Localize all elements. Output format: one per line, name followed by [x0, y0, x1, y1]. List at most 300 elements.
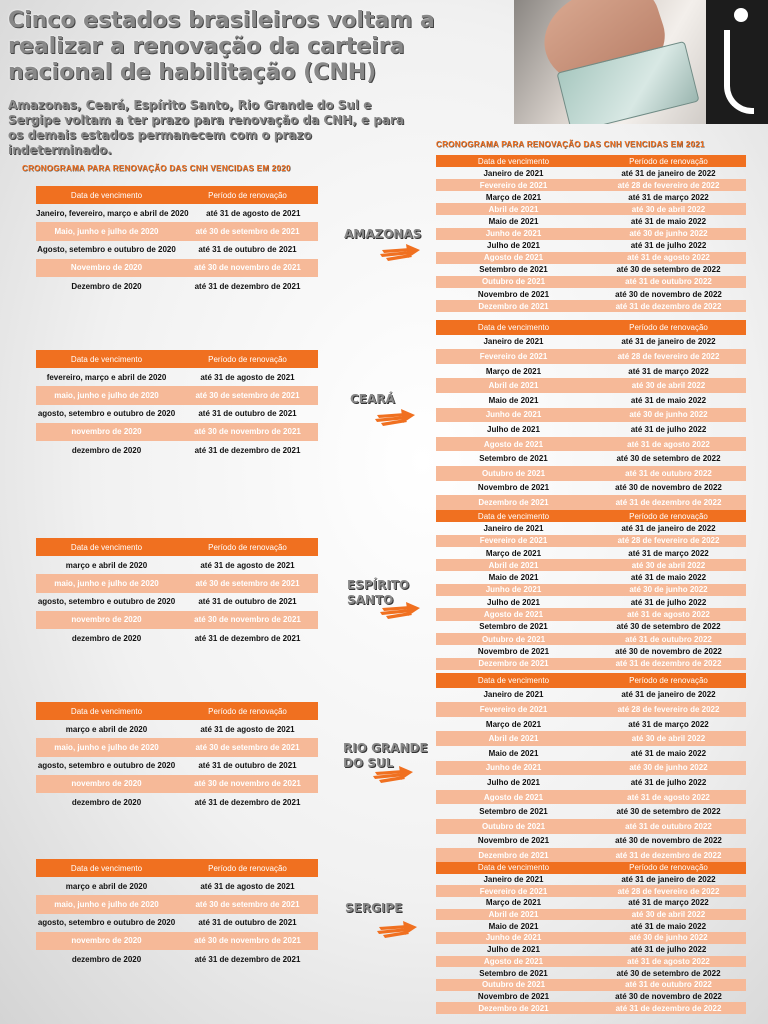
due-date-cell: Junho de 2021 — [485, 410, 542, 420]
due-date-cell: Dezembro de 2020 — [71, 281, 142, 291]
due-date-cell: Agosto de 2021 — [483, 956, 544, 966]
table-row — [436, 422, 746, 437]
renewal-period-cell: até 31 de outubro 2022 — [625, 634, 712, 644]
table-row — [36, 775, 318, 793]
table-row — [36, 277, 318, 295]
renewal-period-cell: até 28 de fevereiro de 2022 — [617, 704, 720, 714]
table-row — [436, 848, 746, 863]
renewal-period-cell: até 31 de março 2022 — [628, 898, 709, 908]
renewal-period-cell: até 30 de novembro de 2022 — [615, 836, 722, 846]
table-row — [436, 408, 746, 423]
table-2021-amazonas — [436, 155, 746, 312]
table-2020-ceara — [36, 350, 318, 459]
due-date-cell: Novembro de 2021 — [477, 646, 550, 656]
renewal-period-cell: até 28 de fevereiro de 2022 — [617, 180, 720, 190]
table-2020-amazonas — [36, 186, 318, 295]
due-date-cell: Maio, junho e julho de 2020 — [54, 226, 159, 236]
renewal-period-cell: até 30 de novembro de 2021 — [194, 263, 301, 273]
renewal-period-cell: até 30 de abril 2022 — [631, 381, 706, 391]
table-row — [36, 405, 318, 423]
due-date-cell: março e abril de 2020 — [65, 724, 148, 734]
table-row — [436, 364, 746, 379]
due-date-cell: Fevereiro de 2021 — [479, 536, 548, 546]
table-row — [36, 738, 318, 756]
renewal-period-header: Período de renovação — [208, 190, 287, 200]
due-date-cell: Fevereiro de 2021 — [479, 704, 548, 714]
renewal-period-cell: até 30 de setembro de 2022 — [616, 968, 721, 978]
renewal-period-header: Período de renovação — [629, 156, 708, 166]
renewal-period-cell: até 30 de setembro de 2021 — [195, 390, 300, 400]
due-date-cell: Outubro de 2021 — [481, 980, 546, 990]
due-date-cell: Dezembro de 2021 — [478, 1003, 549, 1013]
table-row — [36, 895, 318, 913]
due-date-cell: Novembro de 2021 — [477, 289, 550, 299]
renewal-period-cell: até 30 de junho 2022 — [629, 585, 708, 595]
renewal-period-cell: até 31 de dezembro de 2022 — [615, 659, 722, 669]
due-date-cell: fevereiro, março e abril de 2020 — [46, 372, 167, 382]
due-date-header: Data de vencimento — [477, 156, 550, 166]
table-row — [436, 349, 746, 364]
table-row — [436, 203, 746, 215]
due-date-header: Data de vencimento — [70, 863, 143, 873]
table-2021-espirito-santo — [436, 510, 746, 670]
due-date-cell: Abril de 2021 — [488, 204, 539, 214]
due-date-cell: Janeiro, fevereiro, março e abril de 2020 — [36, 208, 189, 218]
due-date-cell: maio, junho e julho de 2020 — [54, 742, 159, 752]
renewal-period-cell: até 31 de maio 2022 — [630, 395, 707, 405]
due-date-header: Data de vencimento — [477, 511, 550, 521]
table-row — [36, 204, 318, 222]
table-row — [36, 877, 318, 895]
table-row — [436, 761, 746, 776]
renewal-period-cell: até 31 de outubro de 2021 — [198, 597, 297, 607]
table-row — [436, 276, 746, 288]
due-date-cell: Agosto de 2021 — [483, 792, 544, 802]
renewal-period-cell: até 31 de dezembro de 2021 — [194, 954, 301, 964]
due-date-cell: dezembro de 2020 — [71, 954, 142, 964]
renewal-period-cell: até 31 de outubro 2022 — [625, 277, 712, 287]
state-label-amazonas: AMAZONAS — [344, 227, 422, 241]
table-row — [436, 819, 746, 834]
table-row — [436, 215, 746, 227]
due-date-cell: maio, junho e julho de 2020 — [54, 578, 159, 588]
renewal-period-cell: até 28 de fevereiro de 2022 — [617, 886, 720, 896]
page-title: Cinco estados brasileiros voltam a realizar a renovação da carteira nacional de habilitação (CNH) — [8, 8, 435, 85]
renewal-period-cell: até 31 de agosto de 2021 — [200, 881, 295, 891]
renewal-period-cell: até 31 de março 2022 — [628, 366, 709, 376]
renewal-period-cell: até 30 de abril 2022 — [631, 560, 706, 570]
due-date-cell: Abril de 2021 — [488, 734, 539, 744]
table-row — [436, 264, 746, 276]
table-header — [436, 862, 746, 874]
due-date-cell: Agosto, setembro e outubro de 2020 — [37, 245, 176, 255]
table-row — [436, 393, 746, 408]
renewal-period-cell: até 30 de novembro de 2022 — [615, 483, 722, 493]
renewal-period-cell: até 30 de setembro de 2022 — [616, 265, 721, 275]
renewal-period-cell: até 31 de julho 2022 — [630, 424, 707, 434]
table-header — [36, 186, 318, 204]
renewal-period-cell: até 31 de outubro 2022 — [625, 821, 712, 831]
renewal-period-cell: até 31 de agosto 2022 — [627, 253, 710, 263]
table-row — [436, 967, 746, 979]
table-row — [436, 378, 746, 393]
table-row — [36, 386, 318, 404]
table-row — [436, 608, 746, 620]
table-header — [36, 702, 318, 720]
renewal-period-cell: até 31 de maio 2022 — [630, 748, 707, 758]
table-row — [436, 466, 746, 481]
due-date-cell: Março de 2021 — [485, 192, 542, 202]
renewal-period-cell: até 31 de outubro 2022 — [625, 980, 712, 990]
table-row — [436, 944, 746, 956]
table-row — [436, 979, 746, 991]
table-row — [436, 658, 746, 670]
renewal-period-cell: até 30 de junho 2022 — [629, 933, 708, 943]
due-date-cell: Fevereiro de 2021 — [479, 886, 548, 896]
table-row — [436, 920, 746, 932]
due-date-cell: Maio de 2021 — [488, 573, 539, 583]
state-label-sergipe: SERGIPE — [345, 901, 403, 915]
renewal-period-cell: até 30 de abril 2022 — [631, 204, 706, 214]
renewal-period-cell: até 30 de novembro de 2022 — [615, 991, 722, 1001]
table-header — [36, 350, 318, 368]
table-row — [436, 179, 746, 191]
due-date-cell: novembro de 2020 — [71, 427, 142, 437]
renewal-period-cell: até 31 de dezembro de 2022 — [615, 497, 722, 507]
table-row — [436, 746, 746, 761]
table-row — [436, 559, 746, 571]
table-row — [36, 611, 318, 629]
renewal-period-cell: até 30 de abril 2022 — [631, 910, 706, 920]
table-row — [436, 300, 746, 312]
due-date-cell: agosto, setembro e outubro de 2020 — [37, 918, 176, 928]
table-row — [436, 481, 746, 496]
table-row — [436, 909, 746, 921]
table-row — [436, 584, 746, 596]
table-row — [436, 621, 746, 633]
due-date-header: Data de vencimento — [70, 190, 143, 200]
due-date-header: Data de vencimento — [70, 706, 143, 716]
due-date-cell: Janeiro de 2021 — [483, 875, 544, 885]
table-2021-rio-grande-do-sul — [436, 673, 746, 863]
table-row — [36, 629, 318, 647]
renewal-period-cell: até 30 de setembro de 2022 — [616, 622, 721, 632]
renewal-period-cell: até 31 de julho 2022 — [630, 777, 707, 787]
table-header — [436, 673, 746, 688]
table-row — [436, 731, 746, 746]
arrow-icon — [380, 240, 420, 262]
table-row — [436, 633, 746, 645]
table-row — [436, 228, 746, 240]
due-date-cell: Novembro de 2021 — [477, 483, 550, 493]
renewal-period-cell: até 31 de dezembro de 2022 — [615, 1003, 722, 1013]
due-date-cell: Janeiro de 2021 — [483, 690, 544, 700]
renewal-period-header: Período de renovação — [629, 322, 708, 332]
due-date-header: Data de vencimento — [477, 675, 550, 685]
arrow-icon — [375, 405, 415, 427]
renewal-period-cell: até 31 de dezembro de 2021 — [194, 281, 301, 291]
due-date-cell: Janeiro de 2021 — [483, 337, 544, 347]
table-row — [436, 596, 746, 608]
table-row — [436, 790, 746, 805]
renewal-period-cell: até 30 de novembro de 2021 — [194, 427, 301, 437]
due-date-cell: novembro de 2020 — [71, 779, 142, 789]
table-row — [36, 593, 318, 611]
due-date-cell: março e abril de 2020 — [65, 881, 148, 891]
renewal-period-cell: até 31 de agosto de 2021 — [200, 724, 295, 734]
arrow-icon — [373, 762, 413, 784]
table-row — [436, 191, 746, 203]
table-row — [436, 451, 746, 466]
table-row — [36, 574, 318, 592]
due-date-cell: dezembro de 2020 — [71, 633, 142, 643]
renewal-period-cell: até 31 de agosto de 2021 — [200, 372, 295, 382]
due-date-cell: Julho de 2021 — [487, 241, 540, 251]
renewal-period-cell: até 31 de outubro 2022 — [625, 468, 712, 478]
section-title-2021: CRONOGRAMA PARA RENOVAÇÃO DAS CNH VENCIDAS EM 2021 — [436, 140, 705, 149]
due-date-cell: agosto, setembro e outubro de 2020 — [37, 409, 176, 419]
table-row — [36, 423, 318, 441]
due-date-cell: agosto, setembro e outubro de 2020 — [37, 597, 176, 607]
renewal-period-cell: até 30 de novembro de 2022 — [615, 289, 722, 299]
due-date-cell: dezembro de 2020 — [71, 797, 142, 807]
table-row — [436, 437, 746, 452]
table-row — [436, 240, 746, 252]
due-date-cell: Abril de 2021 — [488, 381, 539, 391]
due-date-cell: Fevereiro de 2021 — [479, 351, 548, 361]
renewal-period-cell: até 31 de agosto 2022 — [627, 439, 710, 449]
due-date-cell: Dezembro de 2021 — [478, 301, 549, 311]
renewal-period-cell: até 31 de dezembro de 2022 — [615, 301, 722, 311]
table-row — [436, 956, 746, 968]
renewal-period-cell: até 31 de julho 2022 — [630, 597, 707, 607]
due-date-cell: Março de 2021 — [485, 548, 542, 558]
due-date-cell: maio, junho e julho de 2020 — [54, 899, 159, 909]
due-date-cell: Julho de 2021 — [487, 945, 540, 955]
table-row — [436, 1002, 746, 1014]
renewal-period-cell: até 31 de maio 2022 — [630, 921, 707, 931]
due-date-cell: Outubro de 2021 — [481, 468, 546, 478]
table-2020-rio-grande-do-sul — [36, 702, 318, 811]
table-row — [36, 793, 318, 811]
due-date-cell: agosto, setembro e outubro de 2020 — [37, 761, 176, 771]
renewal-period-header: Período de renovação — [629, 675, 708, 685]
state-label-espirito-santo: ESPÍRITO SANTO — [347, 578, 410, 607]
due-date-cell: Junho de 2021 — [485, 585, 542, 595]
arrow-icon — [380, 598, 420, 620]
renewal-period-header: Período de renovação — [629, 863, 708, 873]
renewal-period-cell: até 31 de dezembro de 2022 — [615, 850, 722, 860]
table-row — [36, 441, 318, 459]
due-date-cell: Novembro de 2020 — [70, 263, 143, 273]
renewal-period-cell: até 31 de outubro de 2021 — [198, 918, 297, 928]
due-date-cell: Junho de 2021 — [485, 933, 542, 943]
table-row — [36, 259, 318, 277]
due-date-cell: Fevereiro de 2021 — [479, 180, 548, 190]
renewal-period-cell: até 30 de setembro de 2021 — [195, 226, 300, 236]
due-date-cell: Junho de 2021 — [485, 763, 542, 773]
renewal-period-cell: até 31 de dezembro de 2021 — [194, 797, 301, 807]
due-date-cell: Novembro de 2021 — [477, 991, 550, 1001]
due-date-cell: dezembro de 2020 — [71, 445, 142, 455]
table-row — [436, 874, 746, 886]
info-logo — [706, 0, 768, 124]
table-header — [436, 320, 746, 335]
table-header — [36, 859, 318, 877]
due-date-cell: novembro de 2020 — [71, 936, 142, 946]
table-row — [436, 252, 746, 264]
section-title-2020: CRONOGRAMA PARA RENOVAÇÃO DAS CNH VENCIDAS EM 2020 — [22, 164, 291, 173]
due-date-cell: Abril de 2021 — [488, 560, 539, 570]
renewal-period-cell: até 30 de novembro de 2021 — [194, 936, 301, 946]
due-date-header: Data de vencimento — [477, 322, 550, 332]
arrow-icon — [377, 917, 417, 939]
table-row — [436, 885, 746, 897]
renewal-period-cell: até 30 de setembro de 2022 — [616, 807, 721, 817]
due-date-header: Data de vencimento — [477, 863, 550, 873]
renewal-period-cell: até 31 de agosto 2022 — [627, 792, 710, 802]
renewal-period-cell: até 30 de novembro de 2021 — [194, 779, 301, 789]
due-date-cell: Dezembro de 2021 — [478, 497, 549, 507]
table-row — [436, 571, 746, 583]
renewal-period-cell: até 31 de março 2022 — [628, 192, 709, 202]
due-date-cell: março e abril de 2020 — [65, 560, 148, 570]
renewal-period-cell: até 30 de setembro de 2021 — [195, 742, 300, 752]
due-date-cell: Julho de 2021 — [487, 424, 540, 434]
renewal-period-cell: até 31 de janeiro de 2022 — [621, 690, 716, 700]
renewal-period-header: Período de renovação — [208, 542, 287, 552]
renewal-period-cell: até 30 de setembro de 2022 — [616, 454, 721, 464]
due-date-cell: Março de 2021 — [485, 719, 542, 729]
renewal-period-cell: até 31 de janeiro de 2022 — [621, 523, 716, 533]
due-date-cell: Maio de 2021 — [488, 217, 539, 227]
renewal-period-header: Período de renovação — [629, 511, 708, 521]
renewal-period-cell: até 31 de julho 2022 — [630, 945, 707, 955]
due-date-cell: Maio de 2021 — [488, 748, 539, 758]
renewal-period-cell: até 30 de novembro de 2022 — [615, 646, 722, 656]
renewal-period-cell: até 30 de junho 2022 — [629, 410, 708, 420]
renewal-period-cell: até 30 de abril 2022 — [631, 734, 706, 744]
due-date-cell: Agosto de 2021 — [483, 439, 544, 449]
table-row — [436, 522, 746, 534]
due-date-cell: Outubro de 2021 — [481, 634, 546, 644]
table-row — [436, 535, 746, 547]
renewal-period-cell: até 30 de novembro de 2021 — [194, 615, 301, 625]
table-row — [436, 167, 746, 179]
page-subtitle: Amazonas, Ceará, Espírito Santo, Rio Grande do Sul e Sergipe voltam a ter prazo para renovação da CNH, e para os demais estados permanecem com o prazo indeterminado. — [8, 98, 405, 157]
table-row — [436, 702, 746, 717]
table-row — [436, 775, 746, 790]
due-date-cell: Setembro de 2021 — [479, 622, 548, 632]
table-header — [436, 155, 746, 167]
due-date-cell: Setembro de 2021 — [479, 968, 548, 978]
due-date-cell: Dezembro de 2021 — [478, 659, 549, 669]
renewal-period-cell: até 31 de janeiro de 2022 — [621, 168, 716, 178]
table-row — [36, 914, 318, 932]
renewal-period-cell: até 31 de janeiro de 2022 — [621, 875, 716, 885]
due-date-cell: Agosto de 2021 — [483, 253, 544, 263]
renewal-period-cell: até 31 de março 2022 — [628, 548, 709, 558]
renewal-period-cell: até 31 de janeiro de 2022 — [621, 337, 716, 347]
due-date-cell: Julho de 2021 — [487, 777, 540, 787]
renewal-period-header: Período de renovação — [208, 354, 287, 364]
table-row — [436, 897, 746, 909]
due-date-cell: Outubro de 2021 — [481, 821, 546, 831]
table-row — [36, 556, 318, 574]
due-date-cell: Maio de 2021 — [488, 395, 539, 405]
due-date-cell: Junho de 2021 — [485, 229, 542, 239]
due-date-cell: novembro de 2020 — [71, 615, 142, 625]
table-row — [436, 991, 746, 1003]
renewal-period-cell: até 30 de setembro de 2021 — [195, 899, 300, 909]
table-row — [436, 547, 746, 559]
renewal-period-header: Período de renovação — [208, 706, 287, 716]
due-date-header: Data de vencimento — [70, 354, 143, 364]
due-date-cell: Setembro de 2021 — [479, 807, 548, 817]
due-date-cell: Outubro de 2021 — [481, 277, 546, 287]
table-row — [436, 645, 746, 657]
renewal-period-cell: até 31 de outubro de 2021 — [198, 409, 297, 419]
renewal-period-cell: até 31 de maio 2022 — [630, 573, 707, 583]
renewal-period-cell: até 30 de junho 2022 — [629, 763, 708, 773]
renewal-period-cell: até 31 de dezembro de 2021 — [194, 445, 301, 455]
due-date-cell: Maio de 2021 — [488, 921, 539, 931]
state-label-ceara: CEARÁ — [350, 392, 395, 406]
table-row — [436, 932, 746, 944]
due-date-cell: Agosto de 2021 — [483, 610, 544, 620]
renewal-period-cell: até 31 de julho 2022 — [630, 241, 707, 251]
table-row — [36, 368, 318, 386]
due-date-cell: maio, junho e julho de 2020 — [54, 390, 159, 400]
table-row — [436, 335, 746, 350]
renewal-period-cell: até 31 de agosto de 2021 — [206, 208, 301, 218]
table-row — [36, 757, 318, 775]
due-date-cell: Janeiro de 2021 — [483, 168, 544, 178]
due-date-cell: Abril de 2021 — [488, 910, 539, 920]
renewal-period-cell: até 31 de agosto 2022 — [627, 956, 710, 966]
due-date-cell: Novembro de 2021 — [477, 836, 550, 846]
due-date-cell: Janeiro de 2021 — [483, 523, 544, 533]
table-header — [436, 510, 746, 522]
table-2021-sergipe — [436, 862, 746, 1014]
due-date-cell: Setembro de 2021 — [479, 265, 548, 275]
table-row — [436, 717, 746, 732]
state-label-rio-grande-do-sul: RIO GRANDE DO SUL — [343, 741, 428, 770]
table-row — [436, 834, 746, 849]
renewal-period-cell: até 31 de agosto 2022 — [627, 610, 710, 620]
renewal-period-cell: até 28 de fevereiro de 2022 — [617, 351, 720, 361]
table-2021-ceara — [436, 320, 746, 510]
table-row — [36, 720, 318, 738]
due-date-cell: Setembro de 2021 — [479, 454, 548, 464]
due-date-cell: Março de 2021 — [485, 898, 542, 908]
renewal-period-cell: até 31 de agosto de 2021 — [200, 560, 295, 570]
renewal-period-cell: até 31 de outubro de 2021 — [198, 761, 297, 771]
renewal-period-cell: até 28 de fevereiro de 2022 — [617, 536, 720, 546]
table-row — [436, 688, 746, 703]
due-date-cell: Dezembro de 2021 — [478, 850, 549, 860]
renewal-period-header: Período de renovação — [208, 863, 287, 873]
due-date-header: Data de vencimento — [70, 542, 143, 552]
table-2020-sergipe — [36, 859, 318, 968]
table-2020-espirito-santo — [36, 538, 318, 647]
table-row — [436, 495, 746, 510]
renewal-period-cell: até 30 de junho 2022 — [629, 229, 708, 239]
info-logo-bar — [724, 30, 754, 114]
table-row — [36, 222, 318, 240]
renewal-period-cell: até 31 de maio 2022 — [630, 217, 707, 227]
info-logo-dot — [734, 8, 748, 22]
